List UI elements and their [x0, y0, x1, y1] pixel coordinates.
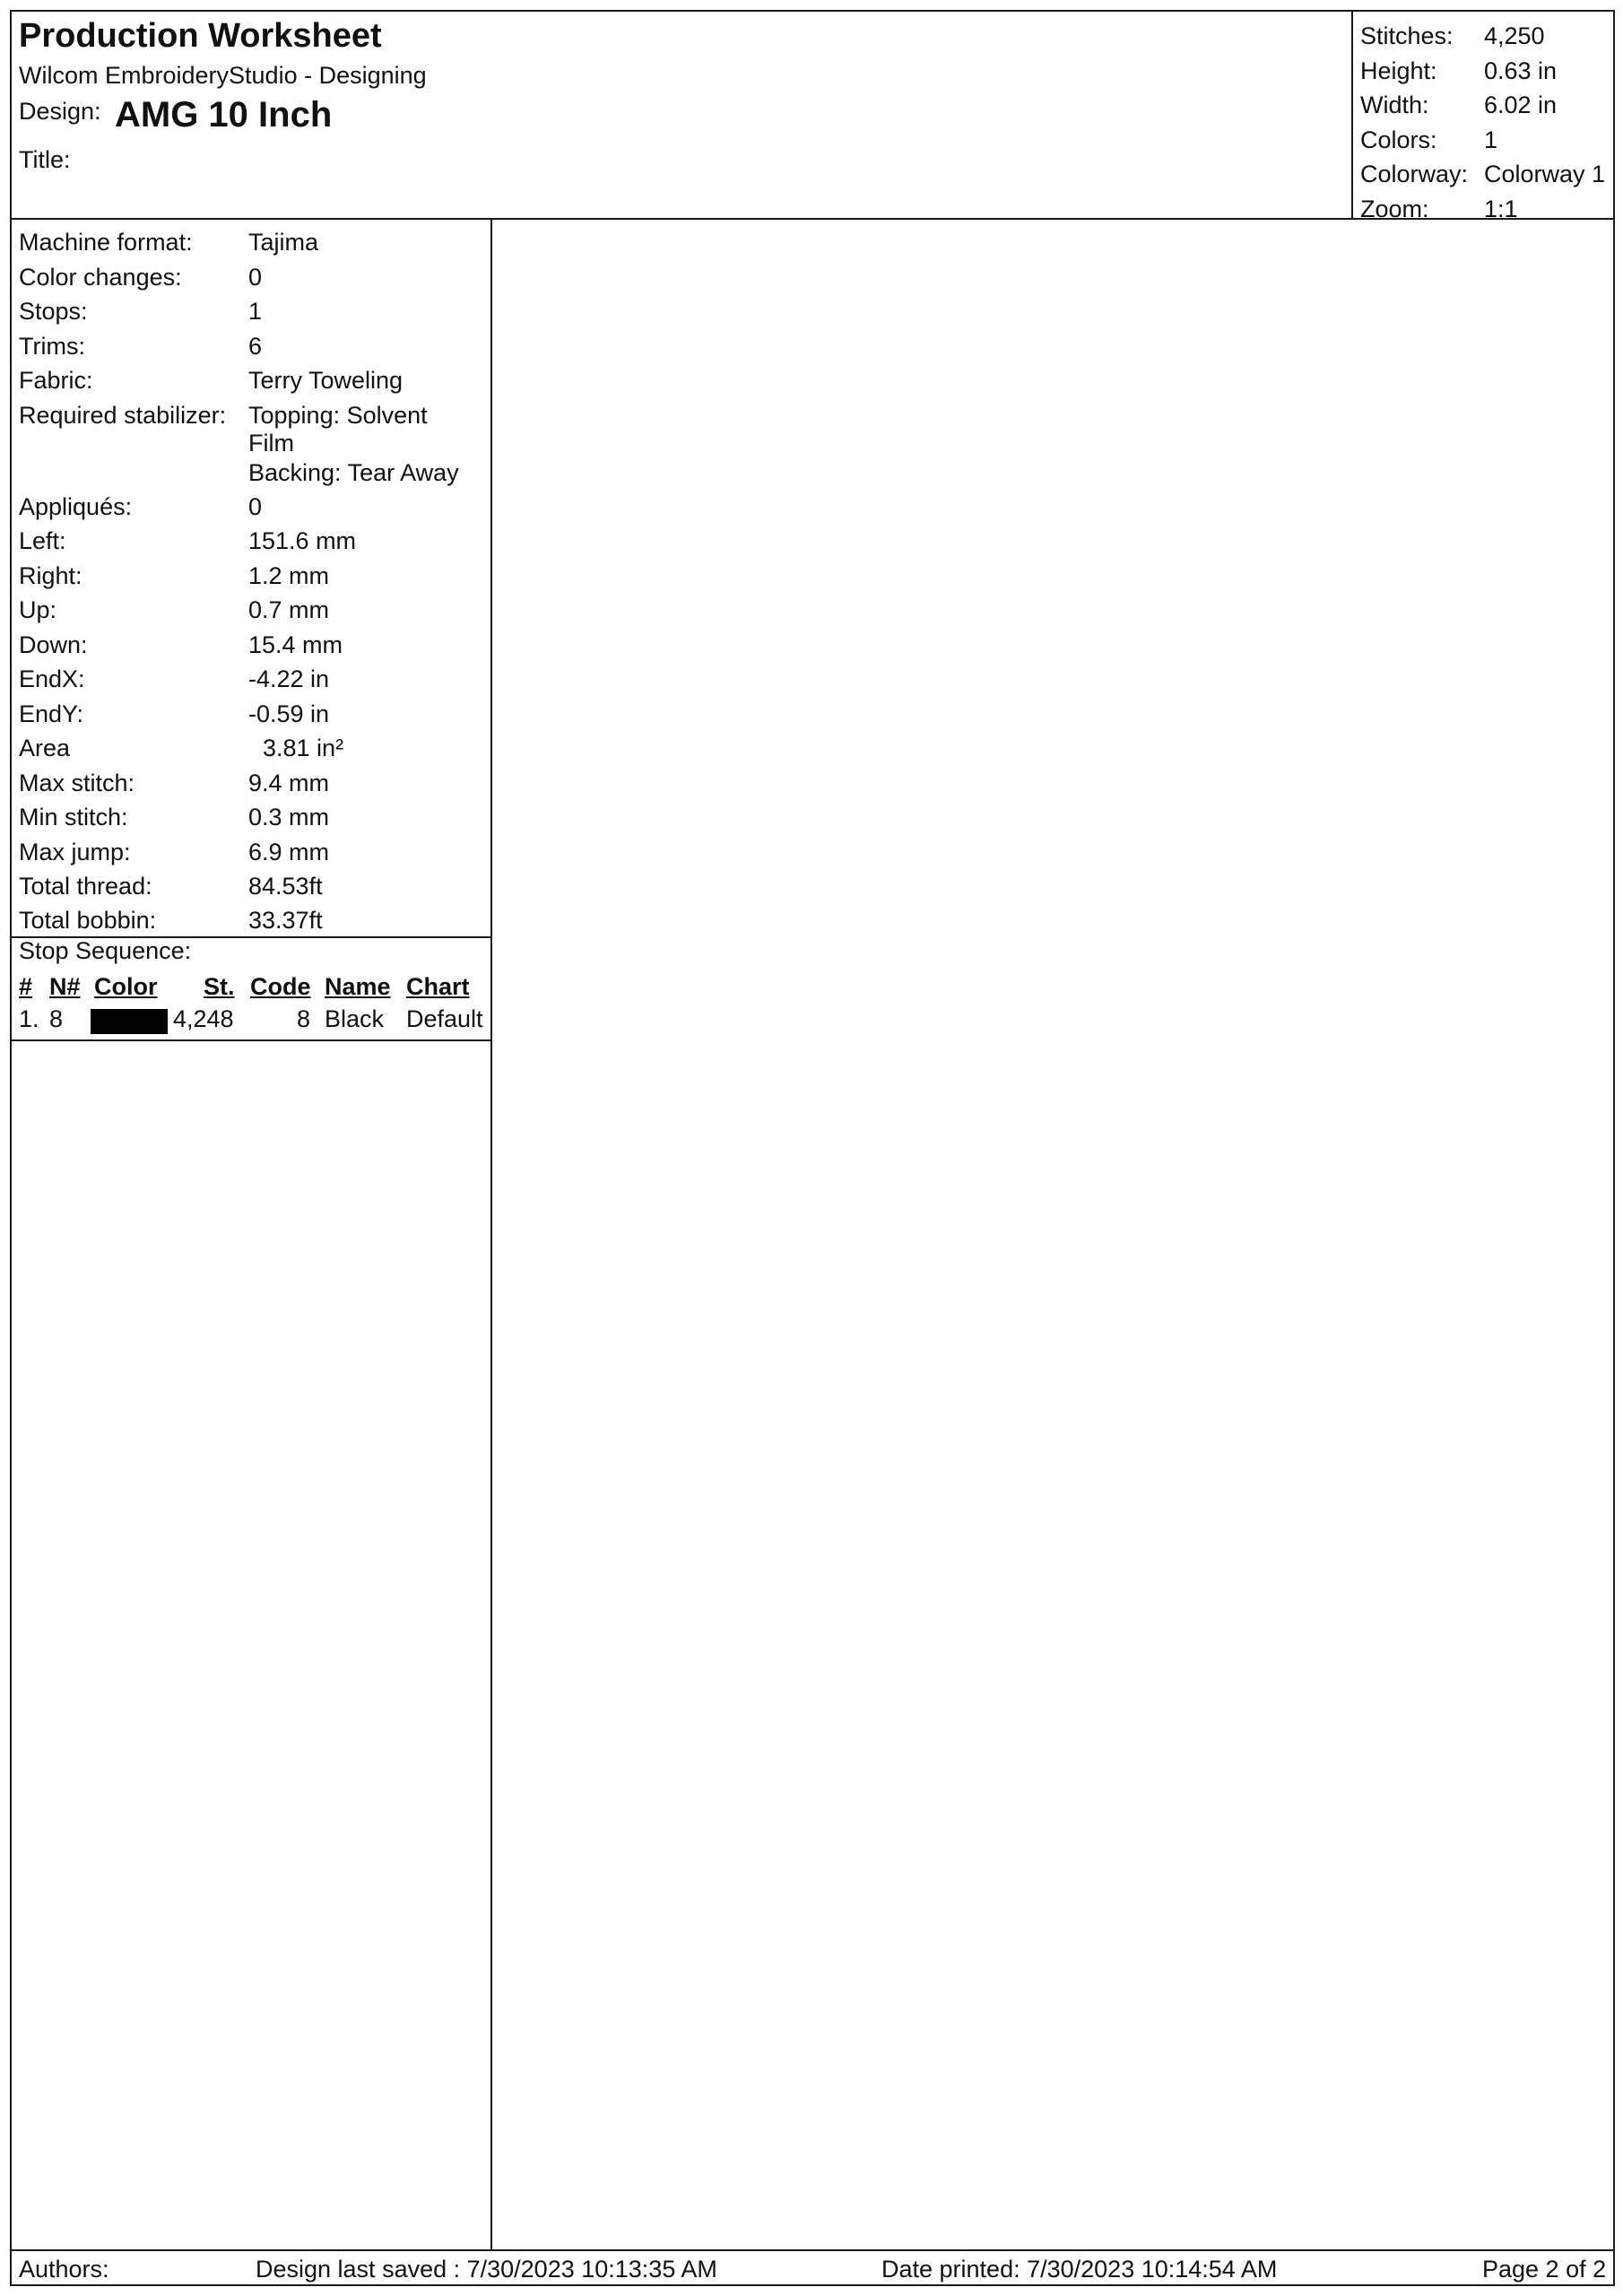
- title-label: Title:: [19, 146, 71, 173]
- stop-row-name: Black: [325, 1005, 385, 1032]
- detail-label: Stops:: [19, 298, 88, 325]
- stat-label: Zoom:: [1360, 196, 1429, 222]
- detail-value: 6.9 mm: [248, 839, 330, 865]
- detail-value: 0.7 mm: [248, 596, 330, 623]
- stat-value: 1:1: [1484, 196, 1518, 222]
- stat-value: 1: [1484, 126, 1498, 153]
- details-panel: [12, 218, 492, 2249]
- col-header-needle: N#: [49, 973, 81, 1000]
- detail-value: -0.59 in: [248, 700, 330, 727]
- design-name: AMG 10 Inch: [115, 95, 333, 135]
- stat-label: Colorway:: [1360, 161, 1469, 187]
- detail-label: Trims:: [19, 333, 85, 360]
- detail-value: 9.4 mm: [248, 770, 330, 796]
- detail-value: 15.4 mm: [248, 631, 343, 658]
- detail-label: Machine format:: [19, 229, 193, 256]
- detail-value: 33.37ft: [248, 907, 323, 934]
- detail-value-topping: Topping: Solvent Film: [248, 402, 428, 457]
- worksheet-footer: [12, 2249, 1613, 2286]
- col-header-color: Color: [94, 973, 158, 1000]
- stat-value: 4,250: [1484, 22, 1545, 49]
- detail-label: EndY:: [19, 700, 84, 727]
- detail-label: Total bobbin:: [19, 907, 157, 934]
- footer-last-saved: Design last saved : 7/30/2023 10:13:35 AM: [256, 2256, 717, 2283]
- detail-value: Terry Toweling: [248, 367, 404, 394]
- divider: [12, 1039, 490, 1041]
- software-name: Wilcom EmbroideryStudio - Designing: [19, 62, 427, 89]
- detail-label: Up:: [19, 596, 57, 623]
- detail-value: 1.2 mm: [248, 562, 330, 589]
- col-header-num: #: [19, 973, 33, 1000]
- detail-label: Fabric:: [19, 367, 93, 394]
- detail-label: Down:: [19, 631, 88, 658]
- detail-label: Required stabilizer:: [19, 402, 227, 429]
- design-label: Design:: [19, 98, 101, 125]
- detail-label: Area: [19, 735, 71, 761]
- detail-label: Max stitch:: [19, 770, 135, 796]
- footer-authors: Authors:: [19, 2256, 109, 2283]
- stop-row-num: 1.: [19, 1005, 39, 1032]
- color-swatch: [91, 1009, 168, 1034]
- worksheet-header: [12, 12, 1613, 220]
- detail-label: Color changes:: [19, 264, 182, 291]
- footer-date-printed: Date printed: 7/30/2023 10:14:54 AM: [881, 2256, 1278, 2283]
- stop-row-needle: 8: [49, 1005, 64, 1032]
- stat-value: Colorway 1: [1484, 161, 1606, 187]
- detail-label: Appliqués:: [19, 493, 133, 520]
- detail-value: -4.22 in: [248, 665, 330, 692]
- detail-value: 84.53ft: [248, 873, 323, 900]
- detail-label: EndX:: [19, 665, 85, 692]
- detail-label: Left:: [19, 527, 66, 554]
- stat-label: Stitches:: [1360, 22, 1454, 49]
- stat-label: Width:: [1360, 91, 1429, 118]
- detail-value: 3.81 in²: [263, 735, 344, 761]
- detail-value: 151.6 mm: [248, 527, 357, 554]
- detail-value: 1: [248, 298, 263, 325]
- detail-value: 0: [248, 264, 263, 291]
- design-stats-panel: [1351, 12, 1615, 222]
- detail-label: Right:: [19, 562, 82, 589]
- stop-row-chart: Default: [406, 1005, 483, 1032]
- detail-label: Min stitch:: [19, 804, 128, 831]
- stop-sequence-title: Stop Sequence:: [19, 937, 192, 964]
- detail-value-backing: Backing: Tear Away: [248, 459, 459, 486]
- worksheet-frame: [10, 10, 1615, 2286]
- col-header-chart: Chart: [406, 973, 470, 1000]
- stat-label: Colors:: [1360, 126, 1437, 153]
- detail-label: Max jump:: [19, 839, 131, 865]
- footer-page-number: Page 2 of 2: [1482, 2256, 1607, 2283]
- col-header-name: Name: [325, 973, 391, 1000]
- stat-value: 0.63 in: [1484, 57, 1558, 84]
- stat-label: Height:: [1360, 57, 1437, 84]
- page-title: Production Worksheet: [19, 17, 382, 55]
- detail-value: 6: [248, 333, 263, 360]
- detail-value: 0: [248, 493, 263, 520]
- col-header-stitches: St.: [204, 973, 235, 1000]
- detail-value: 0.3 mm: [248, 804, 330, 831]
- stat-value: 6.02 in: [1484, 91, 1558, 118]
- detail-value: Tajima: [248, 229, 319, 256]
- stop-row-stitches: 4,248: [173, 1005, 234, 1032]
- col-header-code: Code: [250, 973, 311, 1000]
- stop-row-code: 8: [297, 1005, 311, 1032]
- detail-label: Total thread:: [19, 873, 152, 900]
